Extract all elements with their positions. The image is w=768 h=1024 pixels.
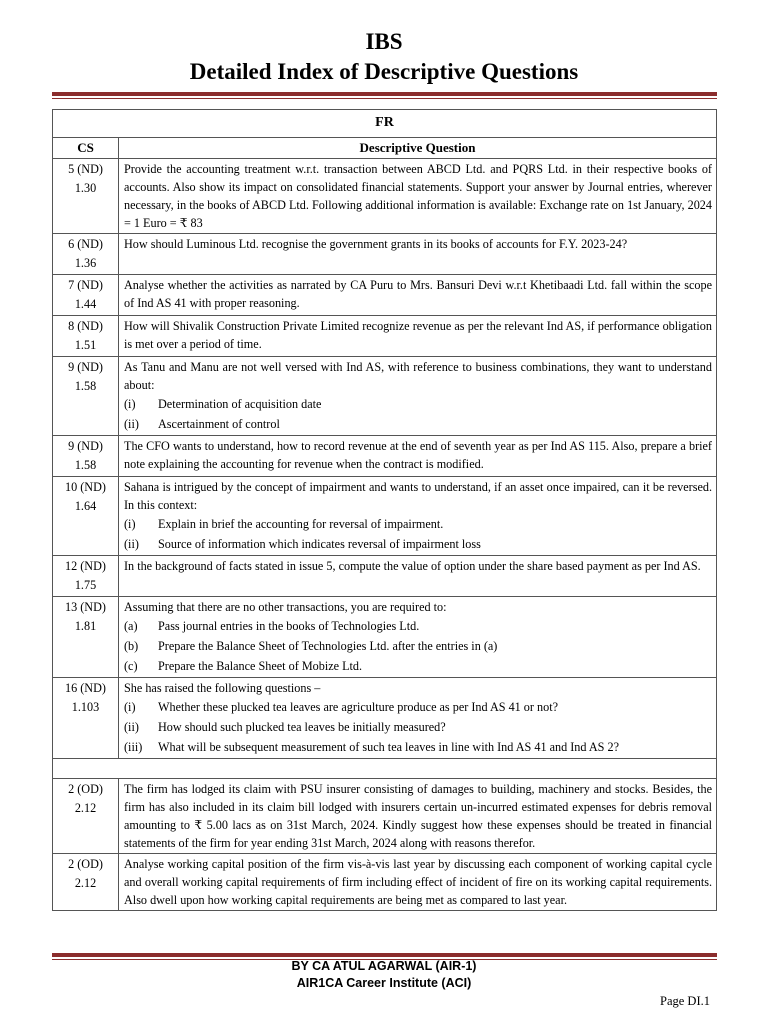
section-heading: FR (53, 110, 717, 138)
page-reference: 1.103 (71, 700, 100, 714)
page-reference: 2.12 (74, 801, 97, 815)
cs-cell (53, 678, 119, 759)
cs-cell (53, 779, 119, 854)
cs-code: 2 (OD) (68, 857, 103, 871)
page-reference: 1.36 (74, 256, 97, 270)
question-text: The firm has lodged its claim with PSU insurer consisting of damages to building, machinery and stocks. Besides, the firm has also included in its claim bill lodged with insurers certain un-incurred estimated expenses for debris removal amounting to ₹ 5.00 lacs as on 31st March, 2024. Kindly suggest how these expenses should be treated in financial statements of the firm for year ending 31st March, 2024 along with reasons therefor. (124, 782, 712, 850)
sub-question-text: What will be subsequent measurement of such tea leaves in line with Ind AS 41 and Ind AS 2? (158, 740, 619, 754)
table-row (53, 436, 717, 477)
question-text: How should Luminous Ltd. recognise the government grants in its books of accounts for F.Y. 2023-24? (124, 237, 628, 251)
footer-author: BY CA ATUL AGARWAL (AIR-1) (291, 959, 477, 973)
table-row (53, 779, 717, 854)
page-reference: 1.81 (74, 619, 97, 633)
question-text: Assuming that there are no other transactions, you are required to: (124, 600, 447, 614)
cs-cell (53, 436, 119, 477)
question-cell (119, 597, 717, 678)
document-header (0, 28, 768, 86)
question-text: Analyse whether the activities as narrated by CA Puru to Mrs. Bansuri Devi w.r.t Khetibaadi Ltd. fall within the scope of Ind AS 41 with proper reasoning. (124, 278, 712, 310)
cs-code: 12 (ND) (65, 559, 106, 573)
question-text: Provide the accounting treatment w.r.t. transaction between ABCD Ltd. and PQRS Ltd. in their respective books of accounts. Also show its impact on consolidated financial statements. Support your answer by Journal entries, wherever necessary, in the books of ABCD Ltd. Following additional information is available: Exchange rate on 1st January, 2024 = 1 Euro = ₹ 83 (124, 162, 712, 230)
table-spacer-row (53, 759, 717, 779)
sub-question-label: (b) (124, 639, 139, 653)
column-header-cs: CS (53, 138, 119, 159)
question-text: In the background of facts stated in issue 5, compute the value of option under the share based payment as per Ind AS. (124, 559, 701, 573)
sub-question-label: (i) (124, 517, 136, 531)
page-reference: 1.30 (74, 181, 97, 195)
table-row (53, 477, 717, 556)
page-reference: 2.12 (74, 876, 97, 890)
cs-cell (53, 316, 119, 357)
sub-question (124, 414, 712, 434)
cs-cell (53, 275, 119, 316)
sub-question (124, 636, 712, 656)
cs-cell (53, 854, 119, 911)
table-row (53, 678, 717, 759)
page-reference: 1.51 (74, 338, 97, 352)
sub-question-text: Explain in brief the accounting for reversal of impairment. (158, 517, 444, 531)
cs-code: 10 (ND) (65, 480, 106, 494)
cs-code: 9 (ND) (68, 360, 103, 374)
table-row (53, 854, 717, 911)
document-title: IBS (365, 29, 403, 54)
sub-question-text: Ascertainment of control (158, 417, 280, 431)
cs-code: 6 (ND) (68, 237, 103, 251)
table-body-fr (53, 159, 717, 759)
table-row (53, 556, 717, 597)
cs-code: 2 (OD) (68, 782, 103, 796)
question-cell (119, 316, 717, 357)
column-header-question: Descriptive Question (119, 138, 717, 159)
cs-code: 9 (ND) (68, 439, 103, 453)
page-reference: 1.58 (74, 458, 97, 472)
sub-question-text: Whether these plucked tea leaves are agriculture produce as per Ind AS 41 or not? (158, 700, 558, 714)
question-text: She has raised the following questions – (124, 681, 321, 695)
cs-cell (53, 159, 119, 234)
sub-question (124, 616, 712, 636)
question-cell (119, 678, 717, 759)
question-cell (119, 556, 717, 597)
question-cell (119, 159, 717, 234)
page-reference: 1.64 (74, 499, 97, 513)
table-row (53, 597, 717, 678)
sub-question-label: (ii) (124, 417, 139, 431)
table-row (53, 275, 717, 316)
question-cell (119, 357, 717, 436)
footer (0, 958, 768, 992)
table-body-second (53, 779, 717, 911)
sub-question (124, 514, 712, 534)
cs-cell (53, 477, 119, 556)
sub-question-text: How should such plucked tea leaves be initially measured? (158, 720, 446, 734)
cs-cell (53, 357, 119, 436)
sub-question (124, 656, 712, 676)
top-divider (52, 92, 717, 99)
question-cell (119, 275, 717, 316)
question-text: Analyse working capital position of the firm vis-à-vis last year by discussing each component of working capital cycle and overall working capital requirements of firm including effect of incident of fire on its working capital requirements. Also dwell upon how working capital requirements are being met as compared to last year. (124, 857, 712, 907)
sub-question-text: Determination of acquisition date (158, 397, 322, 411)
cs-code: 5 (ND) (68, 162, 103, 176)
question-cell (119, 854, 717, 911)
question-text: The CFO wants to understand, how to record revenue at the end of seventh year as per Ind AS 115. Also, prepare a brief note explaining the accounting for revenue when the contract is modified. (124, 439, 712, 471)
sub-question (124, 534, 712, 554)
question-index-table (52, 109, 717, 911)
question-cell (119, 779, 717, 854)
page-reference: 1.44 (74, 297, 97, 311)
sub-question (124, 717, 712, 737)
question-text: How will Shivalik Construction Private Limited recognize revenue as per the relevant Ind AS, if performance obligation is met over a period of time. (124, 319, 712, 351)
cs-code: 8 (ND) (68, 319, 103, 333)
cs-cell (53, 556, 119, 597)
question-cell (119, 234, 717, 275)
sub-question-label: (c) (124, 659, 138, 673)
table-row (53, 357, 717, 436)
sub-question-label: (iii) (124, 740, 143, 754)
sub-question-label: (ii) (124, 720, 139, 734)
question-cell (119, 436, 717, 477)
sub-question-label: (ii) (124, 537, 139, 551)
sub-question-label: (a) (124, 619, 138, 633)
sub-question-label: (i) (124, 700, 136, 714)
cs-cell (53, 597, 119, 678)
sub-question-text: Source of information which indicates reversal of impairment loss (158, 537, 481, 551)
table-row (53, 316, 717, 357)
sub-question (124, 737, 712, 757)
question-text: As Tanu and Manu are not well versed with Ind AS, with reference to business combinations, they want to understand about: (124, 360, 712, 392)
cs-code: 7 (ND) (68, 278, 103, 292)
page-reference: 1.58 (74, 379, 97, 393)
cs-cell (53, 234, 119, 275)
sub-question-text: Pass journal entries in the books of Technologies Ltd. (158, 619, 420, 633)
page-reference: 1.75 (74, 578, 97, 592)
cs-code: 13 (ND) (65, 600, 106, 614)
cs-code: 16 (ND) (65, 681, 106, 695)
sub-question-text: Prepare the Balance Sheet of Technologies Ltd. after the entries in (a) (158, 639, 498, 653)
sub-question (124, 697, 712, 717)
footer-institute: AIR1CA Career Institute (ACI) (296, 976, 472, 990)
sub-question-label: (i) (124, 397, 136, 411)
sub-question-text: Prepare the Balance Sheet of Mobize Ltd. (158, 659, 363, 673)
table-row (53, 234, 717, 275)
document-subtitle: Detailed Index of Descriptive Questions (189, 59, 579, 84)
question-text: Sahana is intrigued by the concept of impairment and wants to understand, if an asset once impaired, can it be reversed. In this context: (124, 480, 712, 512)
page-number: Page DI.1 (660, 994, 710, 1008)
question-cell (119, 477, 717, 556)
sub-question (124, 394, 712, 414)
table-row (53, 159, 717, 234)
